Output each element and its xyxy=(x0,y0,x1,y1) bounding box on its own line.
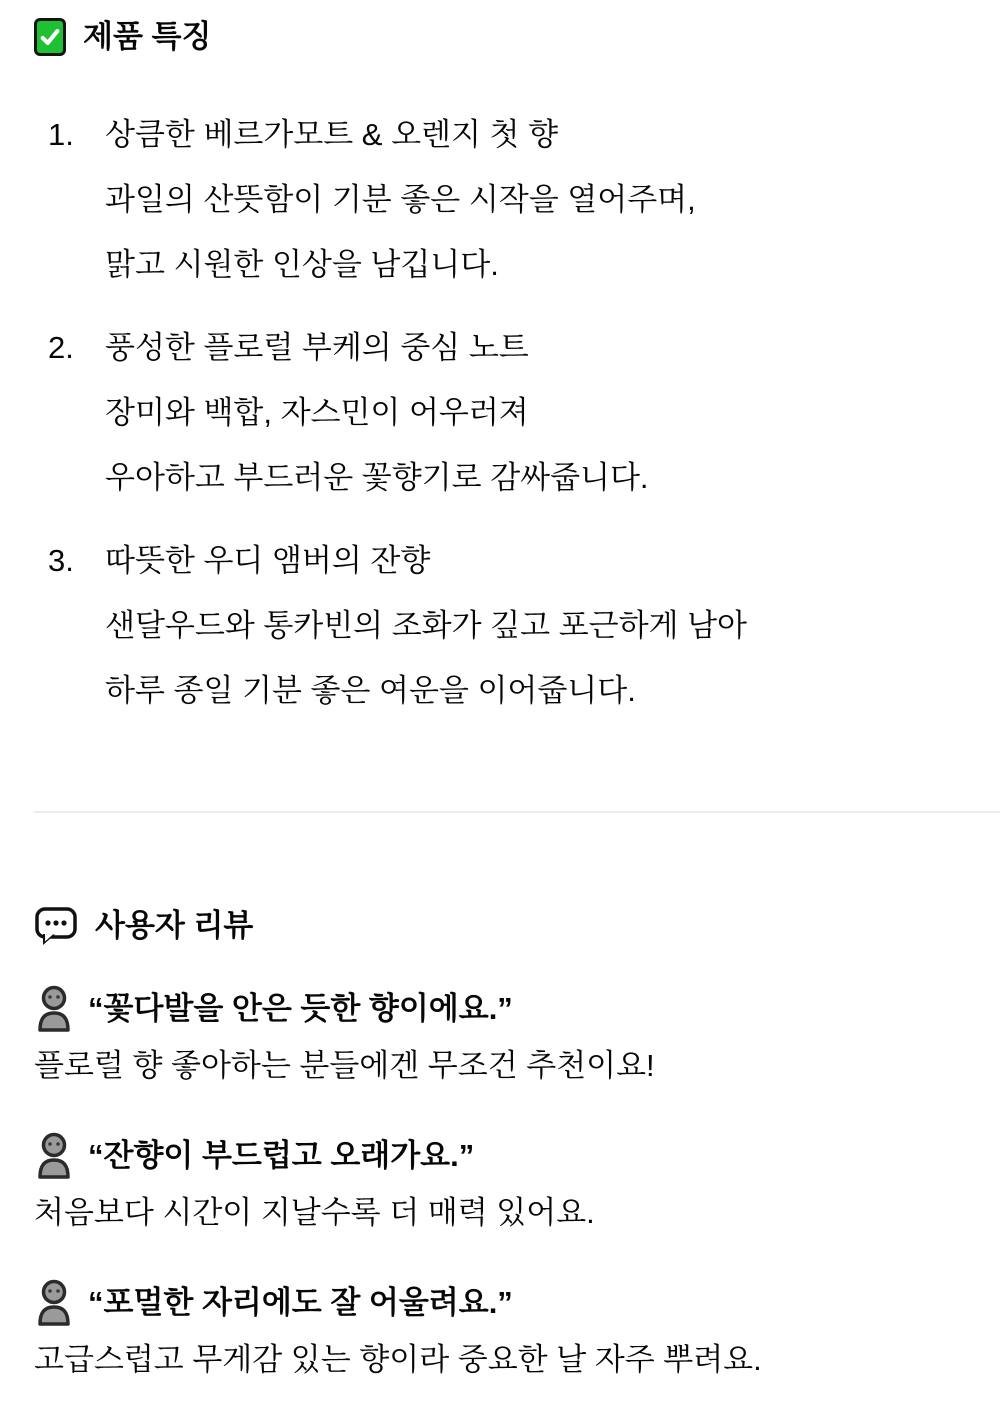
speech-bubble-icon xyxy=(34,903,78,949)
review-quote-row xyxy=(34,1132,966,1179)
feature-item xyxy=(34,315,966,510)
feature-line: 하루 종일 기분 좋은 여운을 이어줍니다. xyxy=(105,673,636,708)
person-icon xyxy=(34,1279,74,1326)
features-list xyxy=(34,102,966,723)
feature-line: 맑고 시원한 인상을 남깁니다. xyxy=(105,247,499,282)
feature-line: 따뜻한 우디 앰버의 잔향 xyxy=(105,543,431,578)
features-title: 제품 특징 xyxy=(83,19,212,54)
reviews-title: 사용자 리뷰 xyxy=(95,908,254,943)
review-comment: 플로럴 향 좋아하는 분들에겐 무조건 추천이요! xyxy=(34,1048,655,1083)
review-quote-row xyxy=(34,1279,966,1326)
review-quote: “잔향이 부드럽고 오래가요.” xyxy=(88,1137,475,1173)
reviews-section xyxy=(34,903,966,1380)
review-quote: “포멀한 자리에도 잘 어울려요.” xyxy=(88,1284,513,1320)
review-quote-row xyxy=(34,985,966,1032)
review-item xyxy=(34,985,966,1086)
review-item xyxy=(34,1132,966,1233)
features-section xyxy=(34,14,966,723)
feature-line: 우아하고 부드러운 꽃향기로 감싸줍니다. xyxy=(105,460,649,495)
feature-line: 상큼한 베르가모트 & 오렌지 첫 향 xyxy=(105,117,559,152)
feature-line: 과일의 산뜻함이 기분 좋은 시작을 열어주며, xyxy=(105,182,696,217)
feature-lines xyxy=(105,528,966,723)
features-heading xyxy=(34,14,966,60)
feature-lines xyxy=(105,102,966,297)
review-item xyxy=(34,1279,966,1380)
person-icon xyxy=(34,985,74,1032)
feature-number: 2. xyxy=(48,330,74,365)
review-comment: 처음보다 시간이 지날수록 더 매력 있어요. xyxy=(34,1195,595,1230)
feature-item xyxy=(34,102,966,297)
feature-lines xyxy=(105,315,966,510)
feature-number: 3. xyxy=(48,543,74,578)
feature-item xyxy=(34,528,966,723)
feature-line: 샌달우드와 통카빈의 조화가 깊고 포근하게 남아 xyxy=(105,608,747,643)
review-comment: 고급스럽고 무게감 있는 향이라 중요한 날 자주 뿌려요. xyxy=(34,1342,762,1377)
feature-line: 장미와 백합, 자스민이 어우러져 xyxy=(105,395,529,430)
feature-line: 풍성한 플로럴 부케의 중심 노트 xyxy=(105,330,529,365)
check-icon xyxy=(34,18,66,56)
person-icon xyxy=(34,1132,74,1179)
review-quote: “꽃다발을 안은 듯한 향이에요.” xyxy=(88,990,513,1026)
feature-number: 1. xyxy=(48,117,74,152)
reviews-heading xyxy=(34,903,966,949)
section-divider xyxy=(34,811,1000,813)
